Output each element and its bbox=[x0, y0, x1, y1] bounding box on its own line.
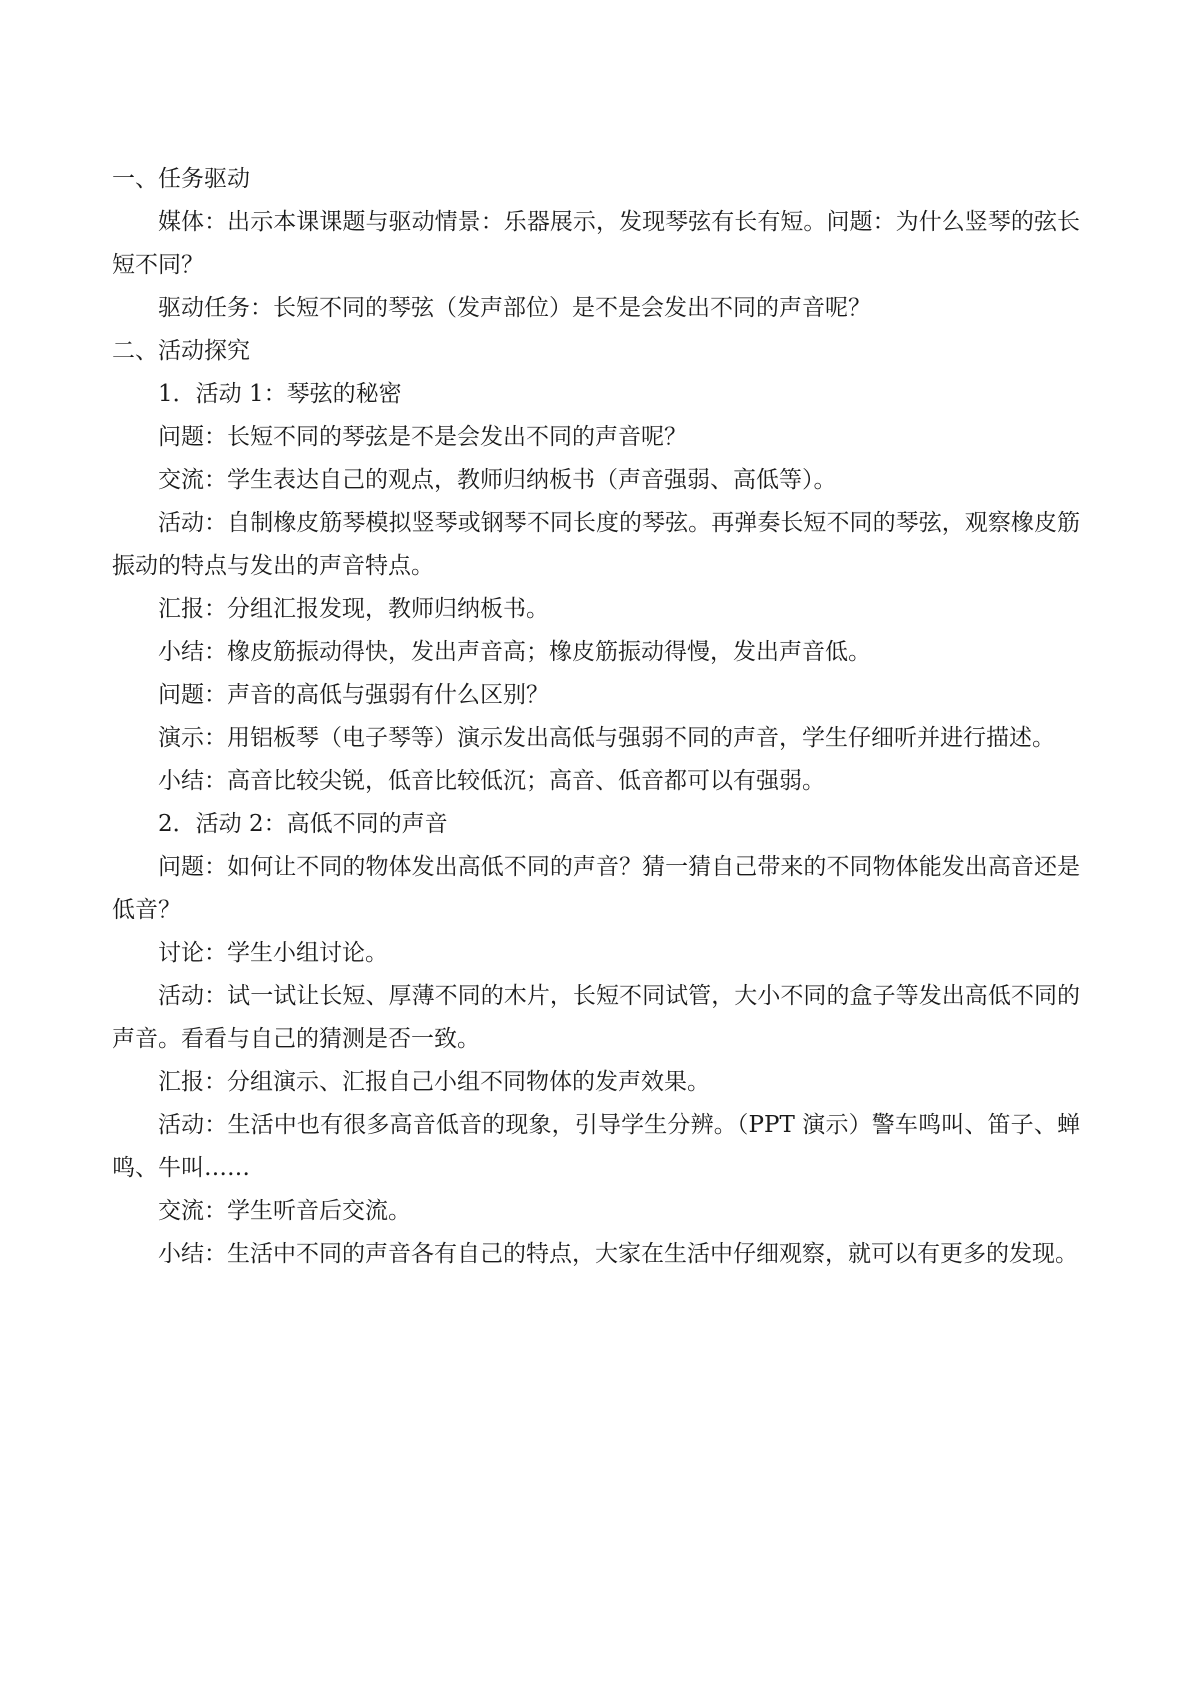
section-heading-activity-inquiry: 二、活动探究 bbox=[112, 338, 250, 364]
document-page bbox=[112, 158, 1080, 1276]
paragraph: 小结：橡皮筋振动得快，发出声音高；橡皮筋振动得慢，发出声音低。 bbox=[158, 639, 871, 665]
paragraph: 问题：长短不同的琴弦是不是会发出不同的声音呢？ bbox=[158, 424, 687, 450]
paragraph: 汇报：分组演示、汇报自己小组不同物体的发声效果。 bbox=[158, 1069, 710, 1095]
paragraph: 活动：生活中也有很多高音低音的现象，引导学生分辨。（PPT 演示）警车鸣叫、笛子、蝉鸣、牛叫…… bbox=[112, 1112, 1080, 1181]
activity-1-title: 1．活动 1：琴弦的秘密 bbox=[158, 381, 402, 407]
section-heading-task-driven: 一、任务驱动 bbox=[112, 166, 250, 192]
activity-2-title: 2．活动 2：高低不同的声音 bbox=[158, 811, 448, 837]
paragraph: 汇报：分组汇报发现，教师归纳板书。 bbox=[158, 596, 549, 622]
paragraph-driving-task: 驱动任务：长短不同的琴弦（发声部位）是不是会发出不同的声音呢？ bbox=[158, 295, 871, 321]
paragraph-media: 媒体：出示本课课题与驱动情景：乐器展示，发现琴弦有长有短。问题：为什么竖琴的弦长短不同？ bbox=[112, 209, 1080, 278]
paragraph: 演示：用铝板琴（电子琴等）演示发出高低与强弱不同的声音，学生仔细听并进行描述。 bbox=[158, 725, 1055, 751]
paragraph: 问题：如何让不同的物体发出高低不同的声音？猜一猜自己带来的不同物体能发出高音还是低音？ bbox=[112, 854, 1080, 923]
paragraph: 问题：声音的高低与强弱有什么区别？ bbox=[158, 682, 549, 708]
paragraph: 交流：学生表达自己的观点，教师归纳板书（声音强弱、高低等）。 bbox=[158, 467, 837, 493]
paragraph: 活动：试一试让长短、厚薄不同的木片，长短不同试管，大小不同的盒子等发出高低不同的声音。看看与自己的猜测是否一致。 bbox=[112, 983, 1080, 1052]
paragraph: 小结：高音比较尖锐，低音比较低沉；高音、低音都可以有强弱。 bbox=[158, 768, 825, 794]
paragraph: 讨论：学生小组讨论。 bbox=[158, 940, 388, 966]
paragraph: 小结：生活中不同的声音各有自己的特点，大家在生活中仔细观察，就可以有更多的发现。 bbox=[158, 1241, 1078, 1267]
paragraph: 活动：自制橡皮筋琴模拟竖琴或钢琴不同长度的琴弦。再弹奏长短不同的琴弦，观察橡皮筋振动的特点与发出的声音特点。 bbox=[112, 510, 1080, 579]
paragraph: 交流：学生听音后交流。 bbox=[158, 1198, 411, 1224]
